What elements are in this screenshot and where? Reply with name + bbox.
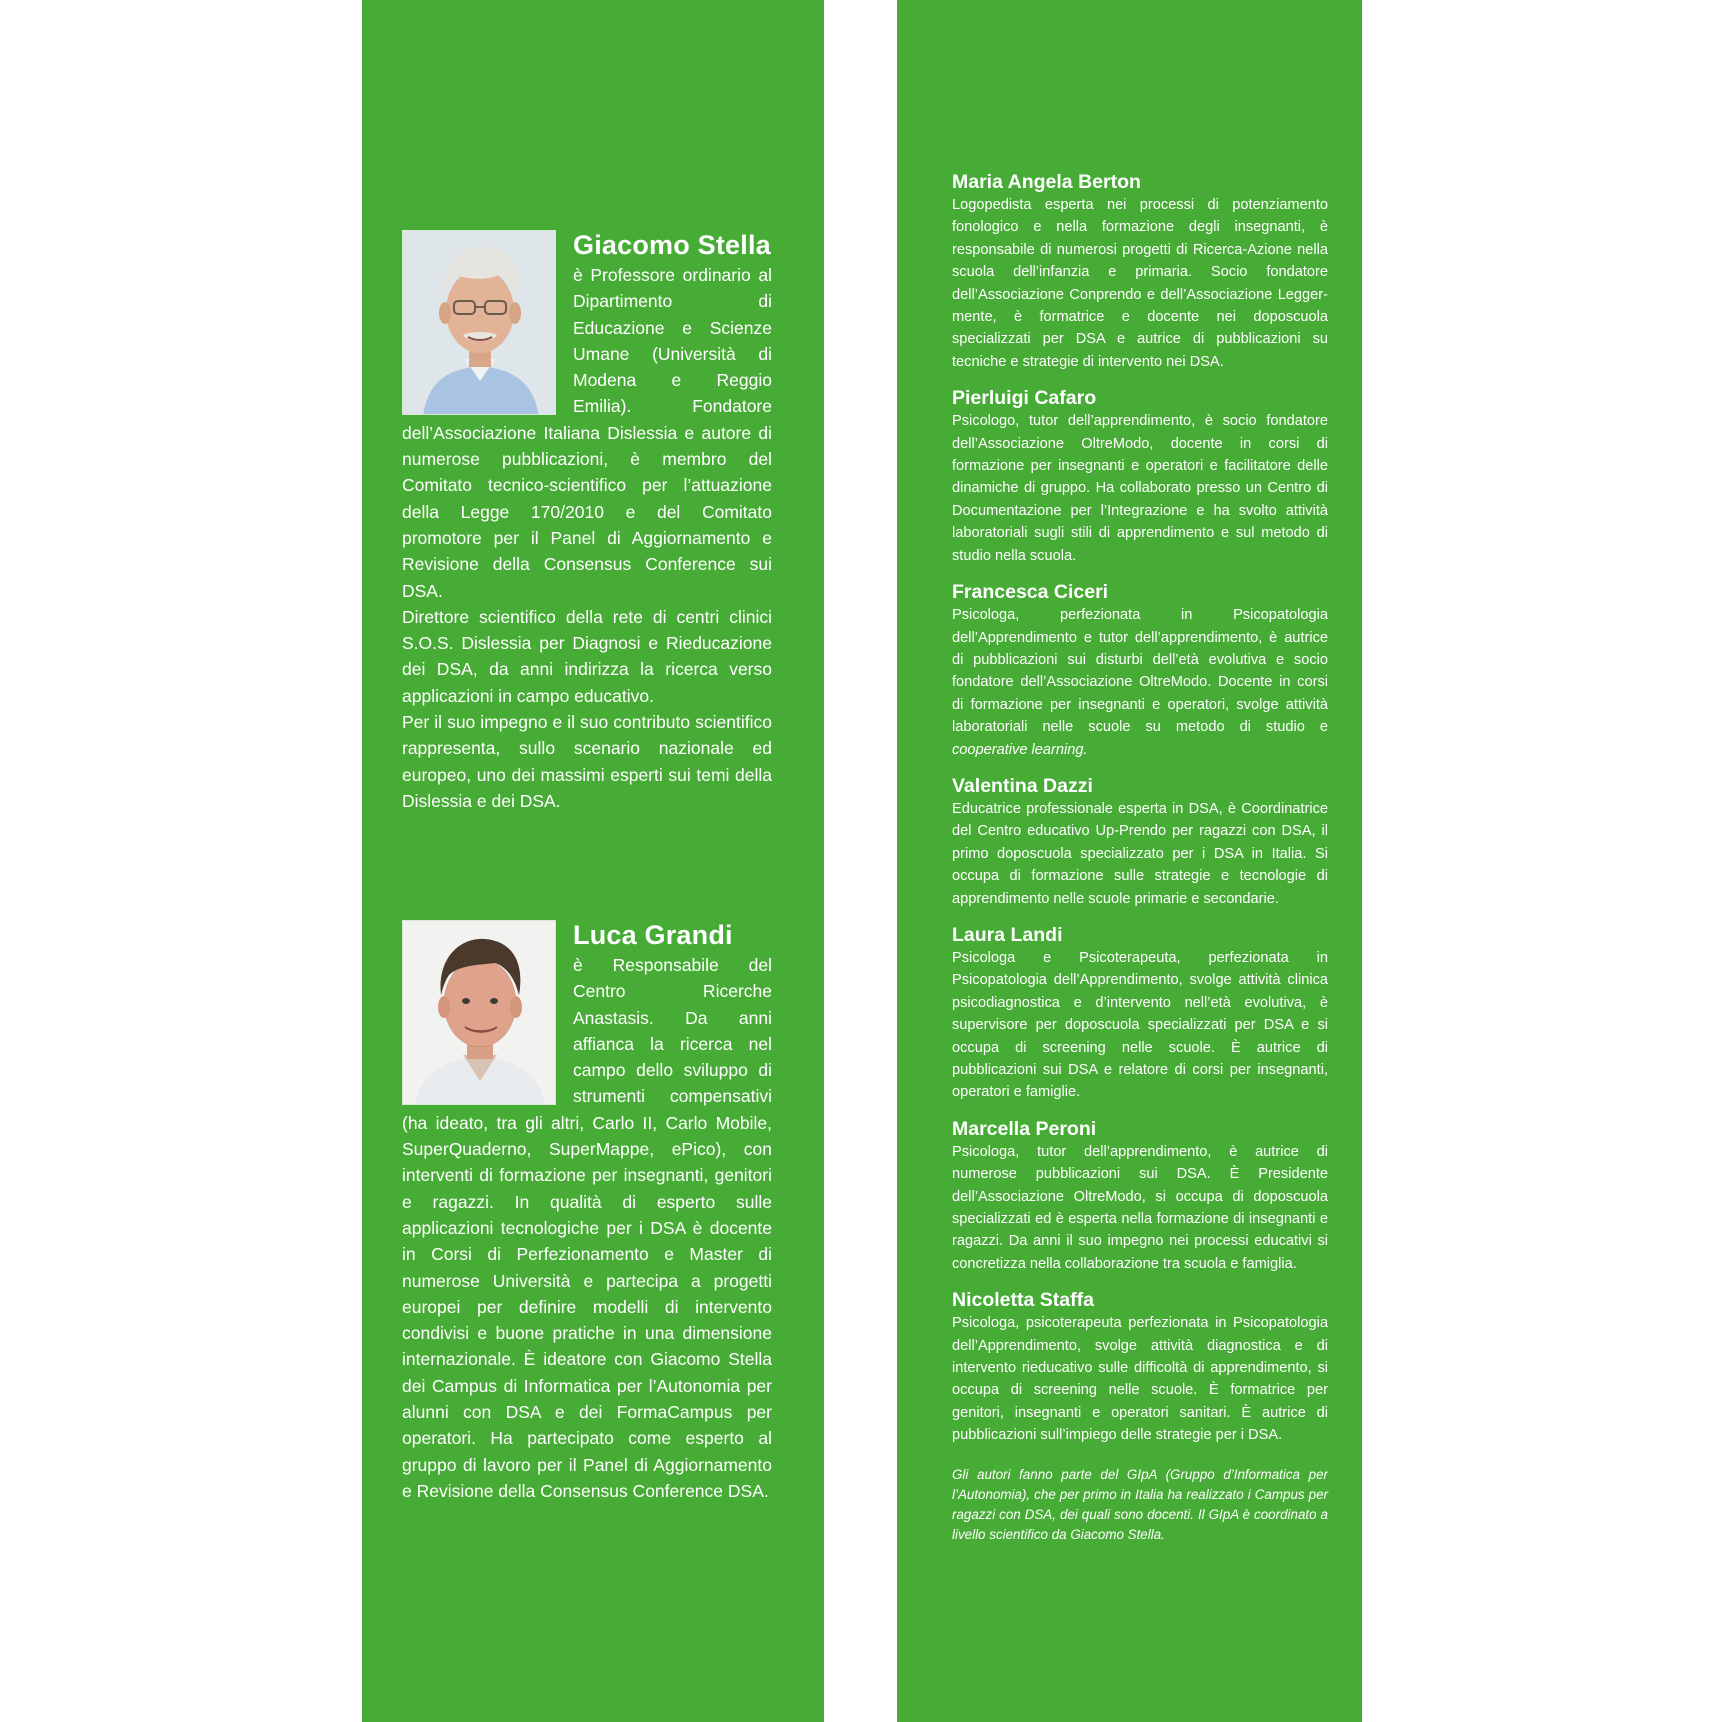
collaborator-item bbox=[952, 774, 1328, 910]
authors-panel bbox=[362, 0, 824, 1722]
collaborator-name: Laura Landi bbox=[952, 923, 1063, 946]
author-photo-grandi bbox=[402, 920, 556, 1105]
collaborator-name: Marcella Peroni bbox=[952, 1117, 1097, 1140]
collaborator-item bbox=[952, 923, 1328, 1104]
collaborator-name: Maria Angela Berton bbox=[952, 171, 1141, 193]
collaborator-bio: Psicologa, perfezionata in Psicopatologia dell’Apprendimento e tutor dell’apprendimento, è autrice di pubblicazioni sui disturbi dell’età evolutiva e socio fondatore dell’Associazione OltreModo. Docente in corsi di formazione per insegnanti e operatori, svolge attività laboratoriali nelle scuole su metodo di studio e bbox=[952, 607, 1328, 736]
collaborator-bio: Psicologa, tutor dell’apprendimento, è autrice di numerose pubblicazioni sui DSA. È Presidente dell’Associazione OltreModo, si occupa di doposcuola specializzati ed è esperta nella formazione di insegnanti e ragazzi. Da anni il suo impegno nei processi educativi si concretizza nella collaborazione tra scuola e famiglia. bbox=[952, 1143, 1328, 1272]
author-name-grandi: Luca Grandi bbox=[573, 920, 733, 950]
author-bio-stella bbox=[402, 230, 772, 814]
authors-footnote: Gli autori fanno parte del GIpA (Gruppo d’Informatica per l’Autonomia), che per primo in Italia ha realizzato i Campus per ragazzi con DSA, dei quali sono docenti. Il GIpA è coordinato a livello scientifico da Giacomo Stella. bbox=[952, 1466, 1328, 1542]
collaborator-bio: Educatrice professionale esperta in DSA, è Coordinatrice del Centro educativo Up-Prendo per ragazzi con DSA, il primo doposcuola specializzato per i DSA in Italia. Si occupa di formazione sulle strategie e tecnologie di apprendimento nelle scuole primarie e secondarie. bbox=[952, 800, 1328, 907]
collaborator-item bbox=[952, 1117, 1328, 1275]
author-text-grandi: è Responsabile del Centro Ricerche Anastasis. Da anni affianca la ricerca nel campo dello sviluppo di strumenti compensativi (ha ideato, tra gli altri, Carlo II, Carlo Mobile, SuperQuaderno, SuperMappe, ePico), con interventi di formazione per insegnanti, genitori e ragazzi. In qualità di esperto sulle applicazioni tecnologiche per i DSA è docente in Corsi di Perfezionamento e Master di numerose Università e partecipa a progetti europei per definire modelli di intervento condivisi e buone pratiche in una dimensione internazionale. È ideatore con Giacomo Stella dei Campus di Informatica per l’Autonomia per alunni con DSA e dei FormaCampus per operatori. Ha partecipato come esperto al gruppo di lavoro per il Panel di Aggiornamento e Revisione della Consensus Conference DSA. bbox=[402, 955, 772, 1501]
collaborators-list bbox=[952, 170, 1328, 1545]
author-text-stella-3: Per il suo impegno e il suo contributo scientifico rappresenta, sullo scenario nazionale ed europeo, uno dei massimi esperti sui temi della Dislessia e dei DSA. bbox=[402, 712, 772, 811]
author-name-stella: Giacomo Stella bbox=[573, 230, 771, 260]
collaborator-name: Valentina Dazzi bbox=[952, 774, 1093, 797]
collaborator-item bbox=[952, 1288, 1328, 1446]
author-bio-grandi bbox=[402, 920, 772, 1504]
collaborators-panel bbox=[897, 0, 1362, 1722]
author-photo-stella bbox=[402, 230, 556, 415]
collaborator-name: Nicoletta Staffa bbox=[952, 1289, 1094, 1312]
collaborator-bio: Psicologa, psicoterapeuta perfezionata in Psicopatologia dell’Apprendimento, svolge attività diagnostica e di intervento rieducativo sulle difficoltà di apprendimento, si occupa di screening nelle scuole. È formatrice per genitori, insegnanti e operatori sanitari. È autrice di pubblicazioni sull’impiego delle strategie per i DSA. bbox=[952, 1315, 1328, 1444]
collaborator-name: Francesca Ciceri bbox=[952, 581, 1109, 604]
collaborator-bio: Psicologo, tutor dell’apprendimento, è socio fondatore dell’Associazione OltreModo, docente in corsi di formazione per insegnanti e operatori e facilitatore delle dinamiche di gruppo. Ha collaborato presso un Centro di Documentazione per l’Integrazione e ha svolto attività laboratoriali sugli stili di apprendimento e sul metodo di studio nella scuola. bbox=[952, 413, 1328, 564]
collaborator-bio: Psicologa e Psicoterapeuta, perfezionata in Psicopatologia dell’Apprendimento, svolge attività clinica psicodiagnostica e d’intervento nell’età evolutiva, è supervisore per doposcuola specializzati per DSA e si occupa di screening nelle scuole. È autrice di pubblicazioni sui DSA e relatore di corsi per insegnanti, operatori e famiglie. bbox=[952, 949, 1328, 1101]
collaborator-bio-italic: cooperative learning. bbox=[952, 741, 1088, 758]
collaborator-item bbox=[952, 386, 1328, 567]
collaborator-item bbox=[952, 170, 1328, 373]
collaborator-bio-wrapper bbox=[952, 604, 1328, 761]
author-text-stella-2: Direttore scientifico della rete di centri clinici S.O.S. Dislessia per Diagnosi e Rieducazione dei DSA, da anni indirizza la ricerca verso applicazioni in campo educativo. bbox=[402, 606, 772, 706]
author-text-stella: è Professore ordinario al Dipartimento di Educazione e Scienze Umane (Università di Modena e Reggio Emilia). Fondatore dell’Associazione Italiana Dislessia e autore di numerose pubblicazioni, è membro del Comitato tecnico-scientifico per l’attuazione della Legge 170/2010 e del Comitato promotore per il Panel di Aggiornamento e Revisione della Consensus Conference sui DSA. bbox=[402, 265, 772, 601]
collaborator-name: Pierluigi Cafaro bbox=[952, 387, 1097, 410]
collaborator-bio: Logopedista esperta nei processi di potenziamento fonologico e nella formazione degli insegnanti, è responsabile di numerosi progetti di Ricerca-Azione nella scuola dell’infanzia e primaria. Socio fondatore dell’Associazione Conprendo e dell’Associazione Legger-mente, è formatrice e docente nei doposcuola specializzati per DSA e autrice di pubblicazioni su tecniche e strategie di intervento nei DSA. bbox=[952, 197, 1328, 370]
collaborator-item bbox=[952, 580, 1328, 761]
